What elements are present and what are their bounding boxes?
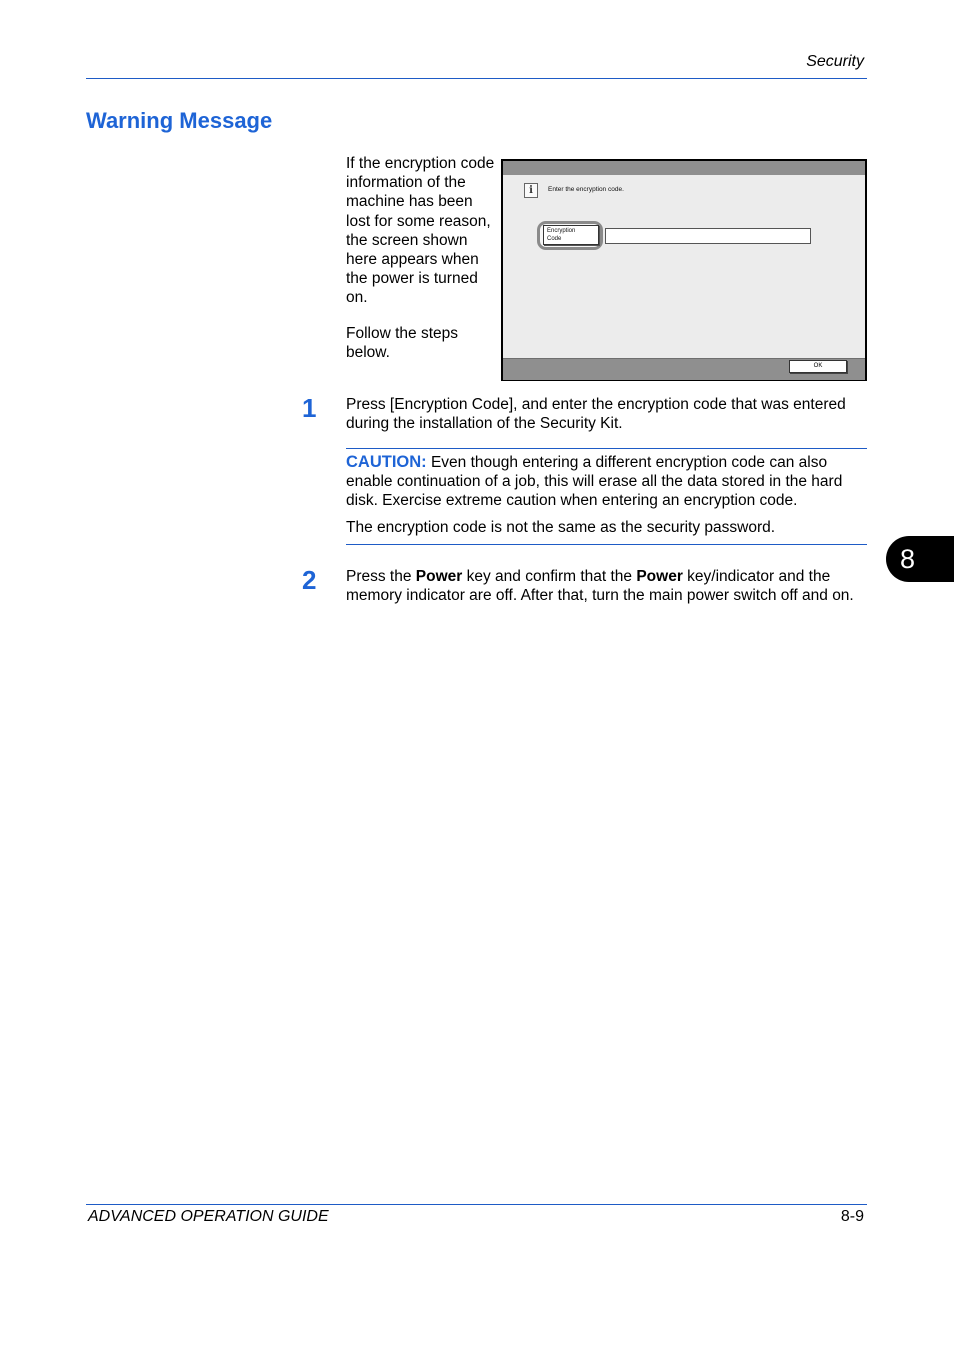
footer-guide-title: ADVANCED OPERATION GUIDE [88,1208,329,1225]
footer-rule [86,1204,867,1205]
encryption-code-label-line1: Encryption [547,228,576,234]
caution-note: The encryption code is not the same as the security password. [346,519,776,536]
caution-bottom-rule [346,544,867,545]
encryption-screen-mockup [501,159,867,381]
encryption-code-button[interactable] [543,225,599,245]
caution-block [346,453,870,511]
page-heading: Warning Message [86,108,273,133]
step-2-text [346,567,876,605]
power-key-name: Power [636,568,683,585]
ok-button[interactable]: OK [789,360,847,373]
power-key-name: Power [415,568,463,585]
step-1-number: 1 [302,393,317,423]
header-rule [86,78,867,79]
screen-message: Enter the encryption code. [548,186,624,193]
caution-text: Even though entering a different encryption code can also enable continuation of a job, this will erase all the data stored in the hard disk. Exercise extreme caution when entering an encryption code. [346,454,843,510]
step-2-number: 2 [302,565,317,595]
encryption-code-input[interactable] [605,228,811,244]
step-2-text-part: Press the [346,568,416,585]
step-1-text: Press [Encryption Code], and enter the encryption code that was entered during the installation of the Security Kit. [346,396,846,433]
footer-page-number: 8-9 [840,1208,864,1225]
info-icon: i [524,183,538,198]
screen-title-bar [503,161,865,175]
encryption-code-label-line2: Code [547,236,562,242]
intro-text: If the encryption code information of the machine has been lost for some reason, the screen shown here appears when the power is turned on. [346,155,495,307]
caution-label: CAUTION: [346,453,427,471]
header-section-title: Security [806,53,864,70]
follow-steps-text: Follow the steps below. [346,325,458,362]
step-2-text-part: key and confirm that the [462,568,637,585]
chapter-tab: 8 [886,536,954,582]
caution-top-rule [346,448,867,449]
step-2-text-part: key/indicator and the memory indicator are off. After that, turn the main power switch off and on. [346,568,854,605]
